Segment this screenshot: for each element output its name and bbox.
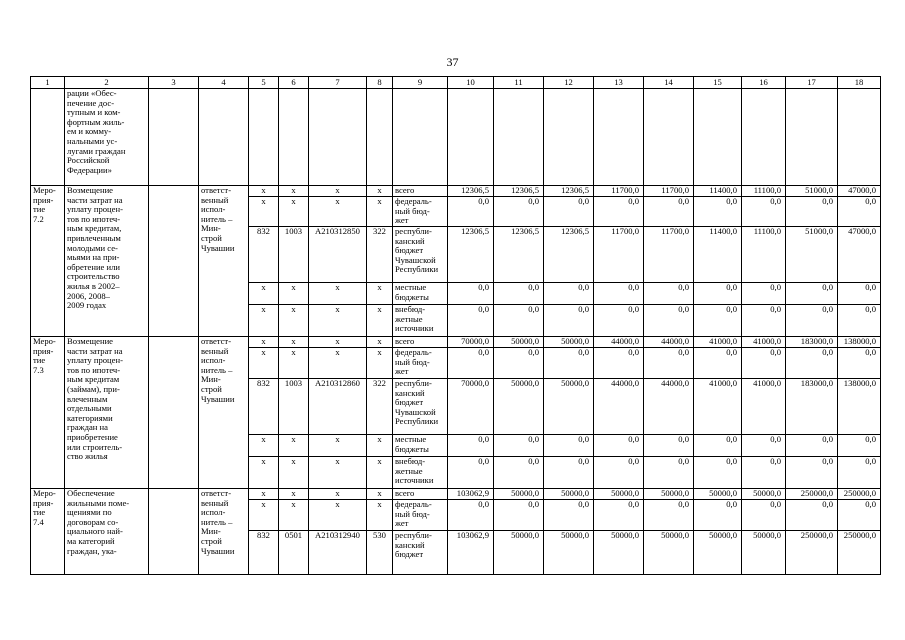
col8-cell: x [367, 337, 393, 348]
value-cell: 51000,0 [786, 186, 838, 197]
header-cell: 2 [65, 77, 149, 89]
col8-cell: x [367, 305, 393, 337]
col5-cell: x [249, 337, 279, 348]
value-cell: 12306,5 [494, 186, 544, 197]
value-cell: 0,0 [786, 305, 838, 337]
value-cell: 12306,5 [494, 227, 544, 283]
col8-cell: x [367, 186, 393, 197]
page-number: 37 [446, 55, 459, 69]
funding-source: республи- канский бюджет [393, 531, 448, 575]
col8-cell: 322 [367, 227, 393, 283]
value-cell: 70000,0 [448, 337, 494, 348]
col6-cell: x [279, 500, 309, 531]
value-cell: 0,0 [594, 348, 644, 379]
col8-cell: x [367, 489, 393, 500]
measure-description: Возмещение части затрат на уплату процен- тов по ипотеч- ным кредитам (займам), при- влеченным отдельными категориями граждан на приобретение или строитель- ство жилья [65, 337, 149, 489]
empty-cell [199, 89, 249, 186]
header-cell: 9 [393, 77, 448, 89]
col6-cell: x [279, 305, 309, 337]
funding-source: всего [393, 186, 448, 197]
value-cell: 0,0 [448, 283, 494, 305]
value-cell: 0,0 [786, 197, 838, 227]
col6-cell: 0501 [279, 531, 309, 575]
value-cell: 183000,0 [786, 379, 838, 435]
col5-cell: x [249, 197, 279, 227]
value-cell: 11400,0 [694, 227, 742, 283]
header-cell: 4 [199, 77, 249, 89]
col7-cell: x [309, 197, 367, 227]
header-cell: 13 [594, 77, 644, 89]
value-cell: 0,0 [644, 197, 694, 227]
value-cell: 0,0 [742, 457, 786, 489]
executor: ответст- венный испол- нитель – Мин- строй Чувашии [199, 489, 249, 575]
value-cell: 183000,0 [786, 337, 838, 348]
header-cell: 6 [279, 77, 309, 89]
value-cell: 0,0 [448, 500, 494, 531]
value-cell: 0,0 [786, 457, 838, 489]
value-cell: 250000,0 [786, 489, 838, 500]
table-row [31, 337, 881, 348]
col7-cell: x [309, 500, 367, 531]
col5-cell: x [249, 435, 279, 457]
empty-cell [494, 89, 544, 186]
col6-cell: x [279, 283, 309, 305]
value-cell: 0,0 [838, 305, 881, 337]
value-cell: 44000,0 [594, 379, 644, 435]
header-cell: 8 [367, 77, 393, 89]
table-row [31, 489, 881, 500]
col6-cell: 1003 [279, 379, 309, 435]
empty-cell [149, 489, 199, 575]
value-cell: 0,0 [838, 435, 881, 457]
col8-cell: x [367, 283, 393, 305]
executor: ответст- венный испол- нитель – Мин- строй Чувашии [199, 186, 249, 337]
empty-cell [393, 89, 448, 186]
value-cell: 0,0 [594, 305, 644, 337]
continuation-row [31, 89, 881, 186]
measure-id: Меро- прия- тие 7.3 [31, 337, 65, 489]
value-cell: 0,0 [838, 283, 881, 305]
empty-cell [838, 89, 881, 186]
empty-cell [309, 89, 367, 186]
value-cell: 44000,0 [644, 379, 694, 435]
value-cell: 0,0 [594, 283, 644, 305]
value-cell: 50000,0 [544, 379, 594, 435]
empty-cell [279, 89, 309, 186]
value-cell: 0,0 [694, 500, 742, 531]
value-cell: 0,0 [742, 283, 786, 305]
value-cell: 250000,0 [786, 531, 838, 575]
col6-cell: x [279, 186, 309, 197]
funding-source: всего [393, 337, 448, 348]
col6-cell: x [279, 197, 309, 227]
value-cell: 11700,0 [594, 227, 644, 283]
value-cell: 50000,0 [544, 531, 594, 575]
funding-source: всего [393, 489, 448, 500]
col6-cell: x [279, 489, 309, 500]
value-cell: 0,0 [448, 435, 494, 457]
funding-source: федераль- ный бюд- жет [393, 197, 448, 227]
value-cell: 0,0 [694, 435, 742, 457]
value-cell: 0,0 [494, 348, 544, 379]
value-cell: 138000,0 [838, 337, 881, 348]
value-cell: 0,0 [544, 283, 594, 305]
funding-source: федераль- ный бюд- жет [393, 500, 448, 531]
col7-cell: А210312940 [309, 531, 367, 575]
value-cell: 51000,0 [786, 227, 838, 283]
value-cell: 0,0 [838, 197, 881, 227]
value-cell: 0,0 [494, 500, 544, 531]
header-cell: 12 [544, 77, 594, 89]
value-cell: 0,0 [544, 348, 594, 379]
value-cell: 50000,0 [494, 531, 544, 575]
value-cell: 50000,0 [494, 489, 544, 500]
funding-source: федераль- ный бюд- жет [393, 348, 448, 379]
funding-source: внебюд- жетные источники [393, 305, 448, 337]
value-cell: 0,0 [448, 197, 494, 227]
value-cell: 50000,0 [742, 531, 786, 575]
value-cell: 0,0 [742, 197, 786, 227]
value-cell: 250000,0 [838, 489, 881, 500]
value-cell: 0,0 [594, 197, 644, 227]
col5-cell: x [249, 489, 279, 500]
value-cell: 50000,0 [644, 531, 694, 575]
col6-cell: x [279, 337, 309, 348]
measure-id: Меро- прия- тие 7.2 [31, 186, 65, 337]
col7-cell: x [309, 435, 367, 457]
value-cell: 0,0 [786, 500, 838, 531]
col5-cell: 832 [249, 379, 279, 435]
value-cell: 0,0 [448, 305, 494, 337]
header-cell: 17 [786, 77, 838, 89]
col5-cell: x [249, 500, 279, 531]
header-cell: 18 [838, 77, 881, 89]
header-cell: 10 [448, 77, 494, 89]
value-cell: 0,0 [494, 457, 544, 489]
col7-cell: x [309, 348, 367, 379]
value-cell: 44000,0 [644, 337, 694, 348]
value-cell: 11700,0 [644, 186, 694, 197]
col7-cell: x [309, 457, 367, 489]
col7-cell: x [309, 283, 367, 305]
value-cell: 70000,0 [448, 379, 494, 435]
measure-id: Меро- прия- тие 7.4 [31, 489, 65, 575]
value-cell: 0,0 [838, 348, 881, 379]
value-cell: 0,0 [544, 197, 594, 227]
value-cell: 50000,0 [494, 379, 544, 435]
col7-cell: x [309, 489, 367, 500]
col6-cell: 1003 [279, 227, 309, 283]
value-cell: 47000,0 [838, 227, 881, 283]
measure-description: Обеспечение жильными поме- щениями по договорам со- циального най- ма категорий граждан, ука- [65, 489, 149, 575]
col8-cell: x [367, 457, 393, 489]
value-cell: 50000,0 [544, 489, 594, 500]
header-cell: 16 [742, 77, 786, 89]
value-cell: 41000,0 [694, 379, 742, 435]
empty-cell [786, 89, 838, 186]
col7-cell: x [309, 305, 367, 337]
value-cell: 12306,5 [544, 227, 594, 283]
empty-cell [249, 89, 279, 186]
value-cell: 0,0 [742, 305, 786, 337]
col5-cell: x [249, 457, 279, 489]
empty-cell [31, 89, 65, 186]
value-cell: 0,0 [544, 305, 594, 337]
funding-source: республи- канский бюджет Чувашской Республики [393, 227, 448, 283]
value-cell: 0,0 [742, 500, 786, 531]
value-cell: 11700,0 [644, 227, 694, 283]
empty-cell [448, 89, 494, 186]
value-cell: 12306,5 [448, 186, 494, 197]
header-cell: 7 [309, 77, 367, 89]
col7-cell: x [309, 337, 367, 348]
header-cell: 14 [644, 77, 694, 89]
col7-cell: А210312860 [309, 379, 367, 435]
empty-cell [149, 89, 199, 186]
col7-cell: А210312850 [309, 227, 367, 283]
value-cell: 0,0 [742, 348, 786, 379]
col8-cell: x [367, 197, 393, 227]
continuation-text: рации «Обес- печение дос- тупным и ком- фортным жиль- ем и комму- нальными ус- лугами граждан Российской Федерации» [65, 89, 149, 186]
value-cell: 41000,0 [742, 379, 786, 435]
value-cell: 0,0 [544, 500, 594, 531]
value-cell: 11400,0 [694, 186, 742, 197]
value-cell: 0,0 [494, 197, 544, 227]
funding-source: республи- канский бюджет Чувашской Республики [393, 379, 448, 435]
col6-cell: x [279, 457, 309, 489]
value-cell: 0,0 [694, 457, 742, 489]
empty-cell [594, 89, 644, 186]
empty-cell [367, 89, 393, 186]
header-cell: 3 [149, 77, 199, 89]
col5-cell: x [249, 283, 279, 305]
value-cell: 50000,0 [694, 489, 742, 500]
value-cell: 138000,0 [838, 379, 881, 435]
funding-source: местные бюджеты [393, 435, 448, 457]
value-cell: 12306,5 [544, 186, 594, 197]
value-cell: 47000,0 [838, 186, 881, 197]
value-cell: 11100,0 [742, 227, 786, 283]
value-cell: 0,0 [694, 283, 742, 305]
value-cell: 0,0 [742, 435, 786, 457]
empty-cell [694, 89, 742, 186]
value-cell: 0,0 [644, 305, 694, 337]
value-cell: 0,0 [594, 500, 644, 531]
value-cell: 0,0 [694, 305, 742, 337]
col8-cell: x [367, 500, 393, 531]
value-cell: 50000,0 [742, 489, 786, 500]
value-cell: 0,0 [448, 457, 494, 489]
value-cell: 11100,0 [742, 186, 786, 197]
empty-cell [544, 89, 594, 186]
col7-cell: x [309, 186, 367, 197]
col5-cell: 832 [249, 531, 279, 575]
value-cell: 12306,5 [448, 227, 494, 283]
value-cell: 0,0 [448, 348, 494, 379]
measure-description: Возмещение части затрат на уплату процен- тов по ипотеч- ным кредитам, привлеченным молодыми се- мьями на при- обретение или строительство жилья в 2002– 2006, 2008– 2009 годах [65, 186, 149, 337]
table-row [31, 186, 881, 197]
value-cell: 0,0 [644, 457, 694, 489]
budget-table [30, 76, 881, 575]
col8-cell: 322 [367, 379, 393, 435]
value-cell: 50000,0 [594, 489, 644, 500]
value-cell: 50000,0 [644, 489, 694, 500]
value-cell: 0,0 [786, 283, 838, 305]
value-cell: 44000,0 [594, 337, 644, 348]
col8-cell: 530 [367, 531, 393, 575]
value-cell: 11700,0 [594, 186, 644, 197]
header-cell: 11 [494, 77, 544, 89]
value-cell: 103062,9 [448, 489, 494, 500]
funding-source: внебюд- жетные источники [393, 457, 448, 489]
value-cell: 50000,0 [544, 337, 594, 348]
value-cell: 0,0 [494, 305, 544, 337]
empty-cell [644, 89, 694, 186]
value-cell: 0,0 [644, 500, 694, 531]
value-cell: 0,0 [838, 457, 881, 489]
executor: ответст- венный испол- нитель – Мин- строй Чувашии [199, 337, 249, 489]
col5-cell: 832 [249, 227, 279, 283]
value-cell: 0,0 [544, 457, 594, 489]
value-cell: 103062,9 [448, 531, 494, 575]
header-row [31, 77, 881, 89]
value-cell: 250000,0 [838, 531, 881, 575]
value-cell: 0,0 [786, 348, 838, 379]
value-cell: 0,0 [644, 435, 694, 457]
col8-cell: x [367, 348, 393, 379]
col6-cell: x [279, 435, 309, 457]
value-cell: 0,0 [594, 457, 644, 489]
value-cell: 0,0 [694, 197, 742, 227]
value-cell: 0,0 [838, 500, 881, 531]
col5-cell: x [249, 348, 279, 379]
value-cell: 0,0 [644, 348, 694, 379]
value-cell: 0,0 [594, 435, 644, 457]
value-cell: 50000,0 [594, 531, 644, 575]
value-cell: 41000,0 [694, 337, 742, 348]
value-cell: 50000,0 [494, 337, 544, 348]
col8-cell: x [367, 435, 393, 457]
header-cell: 1 [31, 77, 65, 89]
value-cell: 0,0 [694, 348, 742, 379]
col5-cell: x [249, 186, 279, 197]
empty-cell [149, 186, 199, 337]
col5-cell: x [249, 305, 279, 337]
value-cell: 0,0 [494, 435, 544, 457]
value-cell: 0,0 [544, 435, 594, 457]
value-cell: 0,0 [494, 283, 544, 305]
value-cell: 41000,0 [742, 337, 786, 348]
value-cell: 0,0 [786, 435, 838, 457]
funding-source: местные бюджеты [393, 283, 448, 305]
empty-cell [742, 89, 786, 186]
header-cell: 5 [249, 77, 279, 89]
value-cell: 0,0 [644, 283, 694, 305]
header-cell: 15 [694, 77, 742, 89]
empty-cell [149, 337, 199, 489]
value-cell: 50000,0 [694, 531, 742, 575]
col6-cell: x [279, 348, 309, 379]
